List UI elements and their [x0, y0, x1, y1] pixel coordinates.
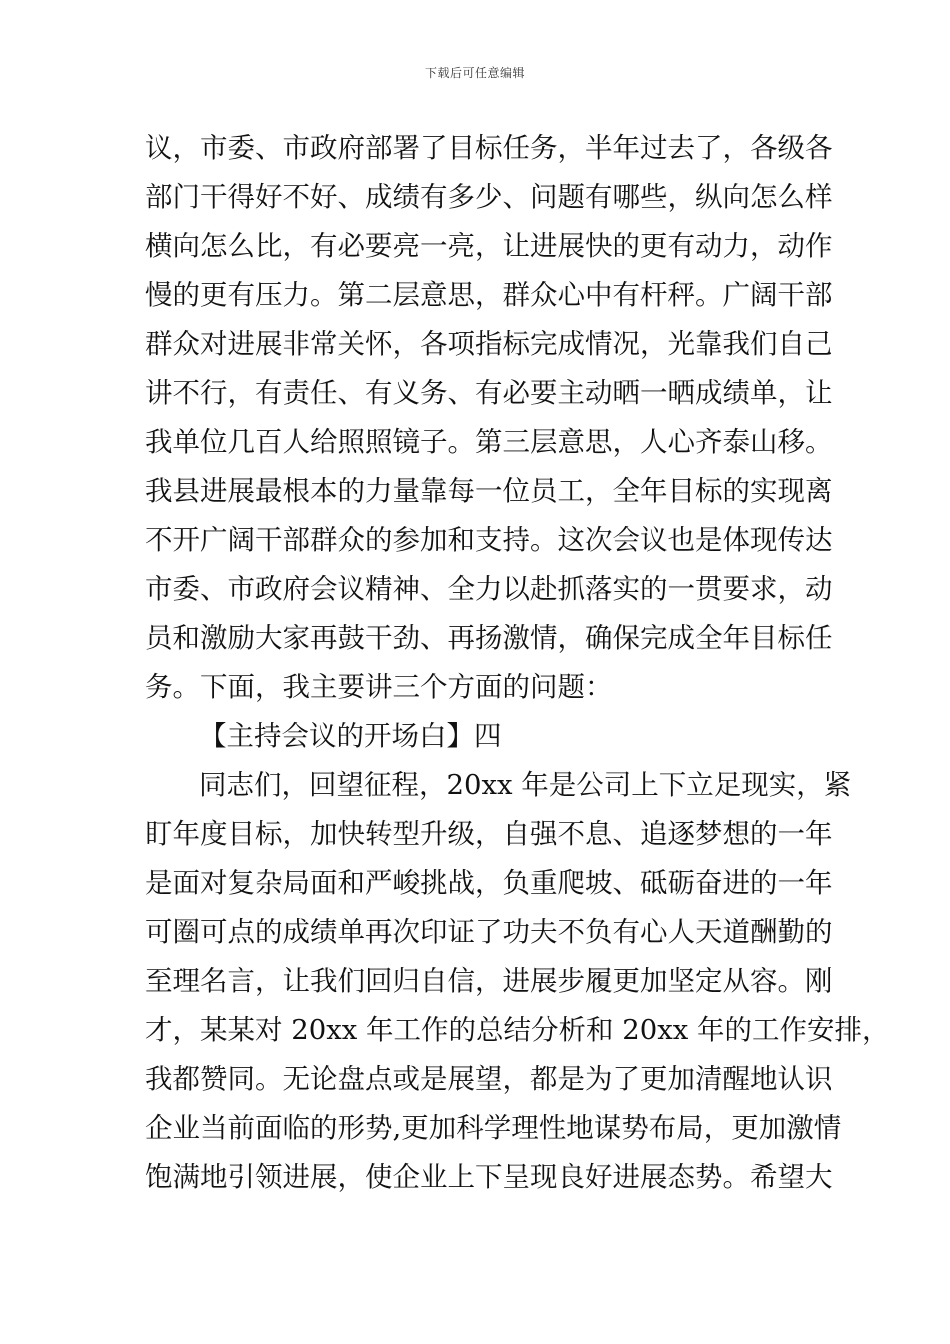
body-line-10: 市委、市政府会议精神、全力以赴抓落实的一贯要求，动 — [145, 573, 833, 605]
body-line-22: 饱满地引领进展，使企业上下呈现良好进展态势。希望大 — [145, 1161, 833, 1193]
body-line-3: 横向怎么比，有必要亮一亮，让进展快的更有动力，动作 — [145, 230, 833, 262]
body-line-7: 我单位几百人给照照镜子。第三层意思，人心齐泰山移。 — [145, 426, 833, 458]
document-body — [145, 124, 890, 1202]
body-line-9: 不开广阔干部群众的参加和支持。这次会议也是体现传达 — [145, 524, 833, 556]
body-line-2: 部门干得好不好、成绩有多少、问题有哪些，纵向怎么样 — [145, 181, 833, 213]
body-line-15: 盯年度目标，加快转型升级，自强不息、追逐梦想的一年 — [145, 818, 833, 850]
body-line-19: 才，某某对 20xx 年工作的总结分析和 20xx 年的工作安排， — [145, 1014, 890, 1046]
body-line-14: 同志们，回望征程，20xx 年是公司上下立足现实，紧 — [199, 769, 852, 801]
section-heading: 【主持会议的开场白】四 — [199, 720, 502, 752]
body-line-12: 务。下面，我主要讲三个方面的问题： — [145, 671, 613, 703]
body-line-11: 员和激励大家再鼓干劲、再扬激情，确保完成全年目标任 — [145, 622, 833, 654]
body-line-6: 讲不行，有责任、有义务、有必要主动晒一晒成绩单，让 — [145, 377, 833, 409]
body-line-5: 群众对进展非常关怀，各项指标完成情况，光靠我们自己 — [145, 328, 833, 360]
body-line-18: 至理名言，让我们回归自信，进展步履更加坚定从容。刚 — [145, 965, 833, 997]
body-line-20: 我都赞同。无论盘点或是展望，都是为了更加清醒地认识 — [145, 1063, 833, 1095]
body-line-1: 议，市委、市政府部署了目标任务，半年过去了，各级各 — [145, 132, 833, 164]
body-line-21: 企业当前面临的形势,更加科学理性地谋势布局，更加激情 — [145, 1112, 842, 1144]
body-line-17: 可圈可点的成绩单再次印证了功夫不负有心人天道酬勤的 — [145, 916, 833, 948]
body-line-16: 是面对复杂局面和严峻挑战，负重爬坡、砥砺奋进的一年 — [145, 867, 833, 899]
page-header: 下载后可任意编辑 — [424, 66, 525, 80]
body-line-8: 我县进展最根本的力量靠每一位员工，全年目标的实现离 — [145, 475, 833, 507]
body-line-4: 慢的更有压力。第二层意思，群众心中有杆秤。广阔干部 — [145, 279, 833, 311]
